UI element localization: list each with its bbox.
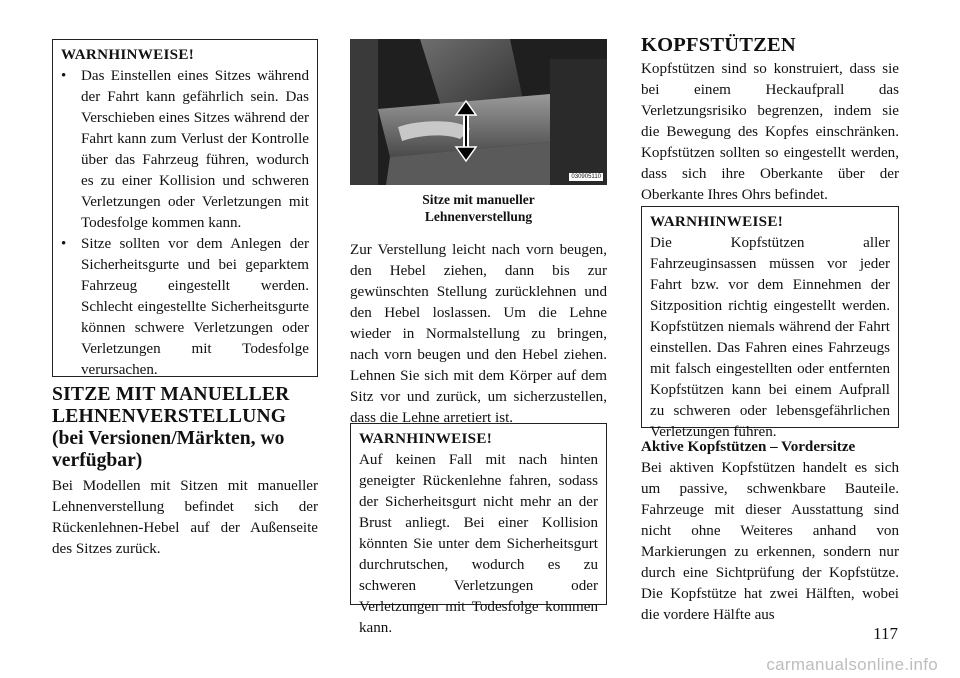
page-number: 117	[873, 624, 898, 643]
headrest-intro: Kopfstützen sind so konstruiert, dass sie bei einem Heckaufprall das Verletzungsrisiko begrenzen, indem sie die Bewegung des Kopfes einschränken. Kopfstützen sollten so eingestellt werden, dass sich ihre Oberkante über der Oberkante Ihres Ohrs befindet.	[641, 61, 899, 203]
warning-box-seat-adjustment	[52, 39, 318, 377]
warning-item: • Das Einstellen eines Sitzes während der Fahrt kann gefährlich sein. Das Verschieben eines Sitzes während der Fahrt kann zum Verlust der Kontrolle über das Fahrzeug führen, wodurch es zu einer Kollision und schweren Verletzungen oder Verletzungen mit Todesfolge kommen kann.	[61, 66, 309, 234]
section-heading: SITZE MIT MANUELLER	[52, 384, 290, 405]
warning-box-headrest	[641, 206, 899, 440]
seat-recliner-illustration	[350, 39, 607, 185]
warning-box-recline	[350, 423, 607, 636]
watermark: carmanualsonline.info	[766, 655, 938, 674]
warning-item: • Sitze sollten vor dem Anlegen der Sicherheitsgurte und bei geparktem Fahrzeug eingestellt werden. Schlecht eingestellte Sicherheitsgurte können schwere Verletzungen oder Verletzungen mit Todesfolge verursachen.	[61, 234, 309, 381]
warning-title: WARNHINWEISE!	[61, 47, 195, 63]
recline-instructions: Zur Verstellung leicht nach vorn beugen, den Hebel ziehen, dann bis zur gewünschten Stellung zurücklehnen und den Hebel loslassen. Um die Lehne wieder in Normalstellung zu bringen, nach vorn beugen und den Hebel ziehen. Lehnen Sie sich mit dem Körper auf dem Sitz vor und zurück, um sicherzustellen, dass die Lehne arretiert ist.	[350, 242, 607, 426]
warning-text: Die Kopfstützen aller Fahrzeuginsassen müssen vor jeder Fahrt bzw. vor dem Einnehmen der Sitzposition richtig eingestellt werden. Kopfstützen niemals während der Fahrt einstellen. Das Fahren eines Fahrzeugs mit falsch eingestellten oder entfernten Kopfstützen kann bei einem Aufprall zu schweren oder lebensgefährlichen Verletzungen führen.	[650, 235, 890, 440]
figure-code: 030905110	[571, 174, 601, 180]
warning-list	[61, 66, 309, 381]
subsection-heading: Aktive Kopfstützen – Vordersitze	[641, 439, 856, 455]
figure-caption: Sitze mit manueller Lehnenverstellung	[422, 192, 535, 224]
active-headrest-text: Bei aktiven Kopfstützen handelt es sich um passive, schwenkbare Bauteile. Fahrzeuge mit dieser Ausstattung sind nicht ohne Weiteres anhand von Markierungen zu erkennen, sondern nur durch eine Sichtprüfung der Kopfstütze. Die Kopfstütze hat zwei Hälften, wobei die vordere Hälfte aus	[641, 460, 899, 623]
section-heading: LEHNENVERSTELLUNG	[52, 406, 287, 427]
section-heading: KOPFSTÜTZEN	[641, 34, 796, 56]
warning-text: Auf keinen Fall mit nach hinten geneigter Rückenlehne fahren, sodass der Sicherheitsgurt nicht mehr an der Brust anliegt. Bei einer Kollision könnten Sie unter dem Sicherheitsgurt durchrutschen, wodurch es zu schweren Verletzungen oder Verletzungen mit Todesfolge kommen kann.	[359, 452, 598, 636]
warning-title: WARNHINWEISE!	[650, 214, 784, 230]
section-body: Bei Modellen mit Sitzen mit manueller Lehnenverstellung befindet sich der Rückenlehnen-Hebel auf der Außenseite des Sitzes zurück.	[52, 478, 318, 557]
seat-recliner-figure	[350, 39, 607, 185]
warning-title: WARNHINWEISE!	[359, 431, 493, 447]
section-subheading: (bei Versionen/Märkten, wo verfügbar)	[52, 428, 285, 471]
